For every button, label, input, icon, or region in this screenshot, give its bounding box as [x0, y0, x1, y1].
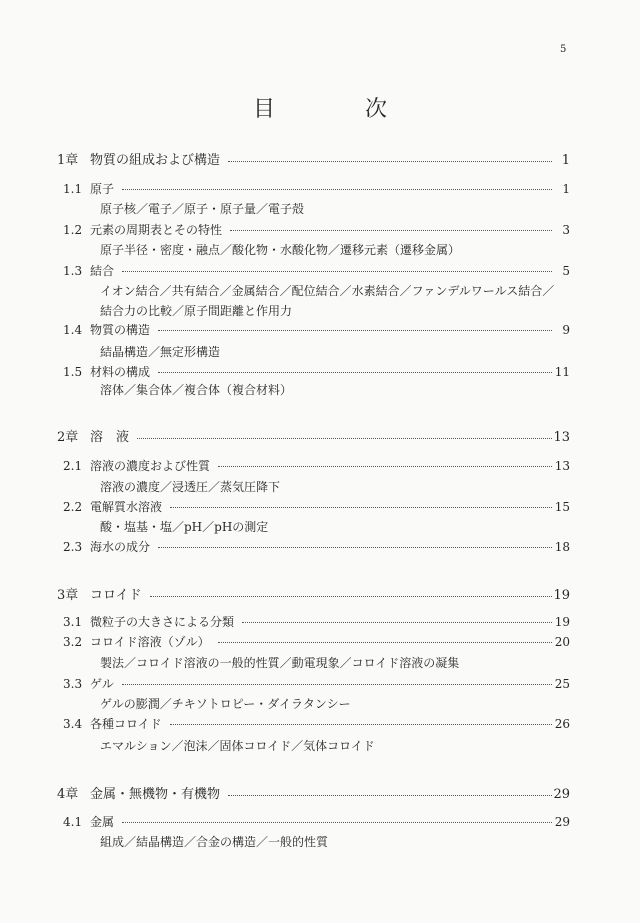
toc-section-row[interactable] — [0, 222, 640, 238]
leader-dots — [228, 787, 552, 796]
leader-dots — [242, 614, 552, 623]
section-number: 3.2 — [63, 635, 83, 649]
leader-dots — [158, 364, 552, 373]
section-number: 2.2 — [63, 500, 83, 514]
toc-section-row[interactable] — [0, 716, 640, 732]
section-title: 各種コロイド — [90, 717, 162, 731]
page-ref: 13 — [554, 459, 570, 473]
toc-section-row[interactable] — [0, 364, 640, 380]
toc-chapter-row[interactable] — [0, 153, 640, 169]
toc-subtopics: 溶体／集合体／複合体（複合材料） — [100, 383, 293, 397]
page-ref: 1 — [562, 182, 570, 196]
section-number: 3.3 — [63, 677, 83, 691]
leader-dots — [228, 153, 552, 162]
section-title: 物質の構造 — [90, 323, 151, 337]
leader-dots — [218, 458, 552, 467]
toc-subtopics: 酸・塩基・塩／pH／pHの測定 — [100, 520, 269, 534]
toc-subtopics: 原子核／電子／原子・原子量／電子殻 — [100, 202, 305, 216]
page-ref: 9 — [562, 323, 570, 337]
section-number: 1.3 — [63, 264, 83, 278]
chapter-number: 1章 — [57, 153, 79, 168]
toc-chapter-row[interactable] — [0, 430, 640, 446]
leader-dots — [122, 181, 552, 190]
section-number: 2.1 — [63, 459, 83, 473]
toc-chapter-row[interactable] — [0, 787, 640, 803]
chapter-number: 4章 — [57, 787, 79, 802]
leader-dots — [137, 430, 552, 439]
section-title: コロイド溶液（ゾル） — [90, 635, 210, 649]
chapter-number: 3章 — [57, 588, 79, 603]
toc-subtopics: 結晶構造／無定形構造 — [100, 345, 221, 359]
page-ref: 19 — [554, 615, 570, 629]
section-title: 原子 — [90, 182, 115, 196]
chapter-title: 溶 液 — [90, 430, 130, 445]
toc-subtopics: 溶液の濃度／浸透圧／蒸気圧降下 — [100, 480, 281, 494]
chapter-number: 2章 — [57, 430, 79, 445]
toc-section-row[interactable] — [0, 634, 640, 650]
section-number: 3.1 — [63, 615, 83, 629]
section-number: 1.1 — [63, 182, 83, 196]
toc-subtopics: 組成／結晶構造／合金の構造／一般的性質 — [100, 835, 329, 849]
toc-subtopics: 原子半径・密度・融点／酸化物・水酸化物／遷移元素（遷移金属） — [100, 243, 461, 257]
toc-title — [0, 92, 640, 123]
leader-dots — [218, 634, 552, 643]
section-number: 1.4 — [63, 323, 83, 337]
section-title: 材料の構成 — [90, 365, 151, 379]
toc-subtopics: イオン結合／共有結合／金属結合／配位結合／水素結合／ファンデルワールス結合／ — [100, 284, 555, 298]
leader-dots — [150, 588, 552, 597]
section-number: 1.5 — [63, 365, 83, 379]
page-ref: 5 — [562, 264, 570, 278]
section-title: 微粒子の大きさによる分類 — [90, 615, 235, 629]
toc-subtopics: ゲルの膨潤／チキソトロピー・ダイラタンシー — [100, 697, 351, 711]
section-title: 海水の成分 — [90, 540, 151, 554]
toc-section-row[interactable] — [0, 676, 640, 692]
page-ref: 29 — [553, 787, 570, 802]
toc-section-row[interactable] — [0, 458, 640, 474]
page-ref: 26 — [554, 717, 570, 731]
section-title: ゲル — [90, 677, 114, 691]
page-ref: 29 — [554, 815, 570, 829]
leader-dots — [230, 222, 552, 231]
toc-section-row[interactable] — [0, 499, 640, 515]
page-ref: 11 — [554, 365, 570, 379]
toc-section-row[interactable] — [0, 322, 640, 338]
toc-title-left: 目 — [252, 97, 275, 122]
section-title: 金属 — [90, 815, 115, 829]
toc-chapter-row[interactable] — [0, 588, 640, 604]
toc-section-row[interactable] — [0, 181, 640, 197]
chapter-title: 物質の組成および構造 — [90, 153, 221, 168]
page-ref: 3 — [562, 223, 570, 237]
page-ref: 13 — [553, 430, 570, 445]
toc-subtopics: 製法／コロイド溶液の一般的性質／動電現象／コロイド溶液の凝集 — [100, 656, 460, 670]
toc-subtopics: エマルション／泡沫／固体コロイド／気体コロイド — [100, 739, 375, 753]
page-ref: 20 — [554, 635, 570, 649]
toc-section-row[interactable] — [0, 614, 640, 630]
page-ref: 19 — [553, 588, 570, 603]
section-number: 2.3 — [63, 540, 83, 554]
page-ref: 1 — [561, 153, 570, 168]
leader-dots — [122, 263, 552, 272]
section-number: 4.1 — [63, 815, 83, 829]
leader-dots — [122, 676, 552, 685]
page-ref: 18 — [554, 540, 570, 554]
toc-section-row[interactable] — [0, 539, 640, 555]
page-ref: 15 — [554, 500, 570, 514]
chapter-title: コロイド — [90, 588, 142, 603]
section-number: 3.4 — [63, 717, 83, 731]
chapter-title: 金属・無機物・有機物 — [90, 787, 221, 802]
leader-dots — [122, 814, 552, 823]
section-title: 溶液の濃度および性質 — [90, 459, 211, 473]
section-title: 電解質水溶液 — [90, 500, 163, 514]
leader-dots — [158, 539, 552, 548]
leader-dots — [170, 716, 552, 725]
toc-subtopics: 結合力の比較／原子間距離と作用力 — [100, 304, 293, 318]
toc-section-row[interactable] — [0, 263, 640, 279]
section-title: 結合 — [90, 264, 115, 278]
page-number: 5 — [560, 44, 567, 55]
toc-title-right: 次 — [365, 97, 388, 122]
page-ref: 25 — [554, 677, 570, 691]
leader-dots — [170, 499, 552, 508]
toc-section-row[interactable] — [0, 814, 640, 830]
section-number: 1.2 — [63, 223, 83, 237]
section-title: 元素の周期表とその特性 — [90, 223, 223, 237]
leader-dots — [158, 322, 552, 331]
